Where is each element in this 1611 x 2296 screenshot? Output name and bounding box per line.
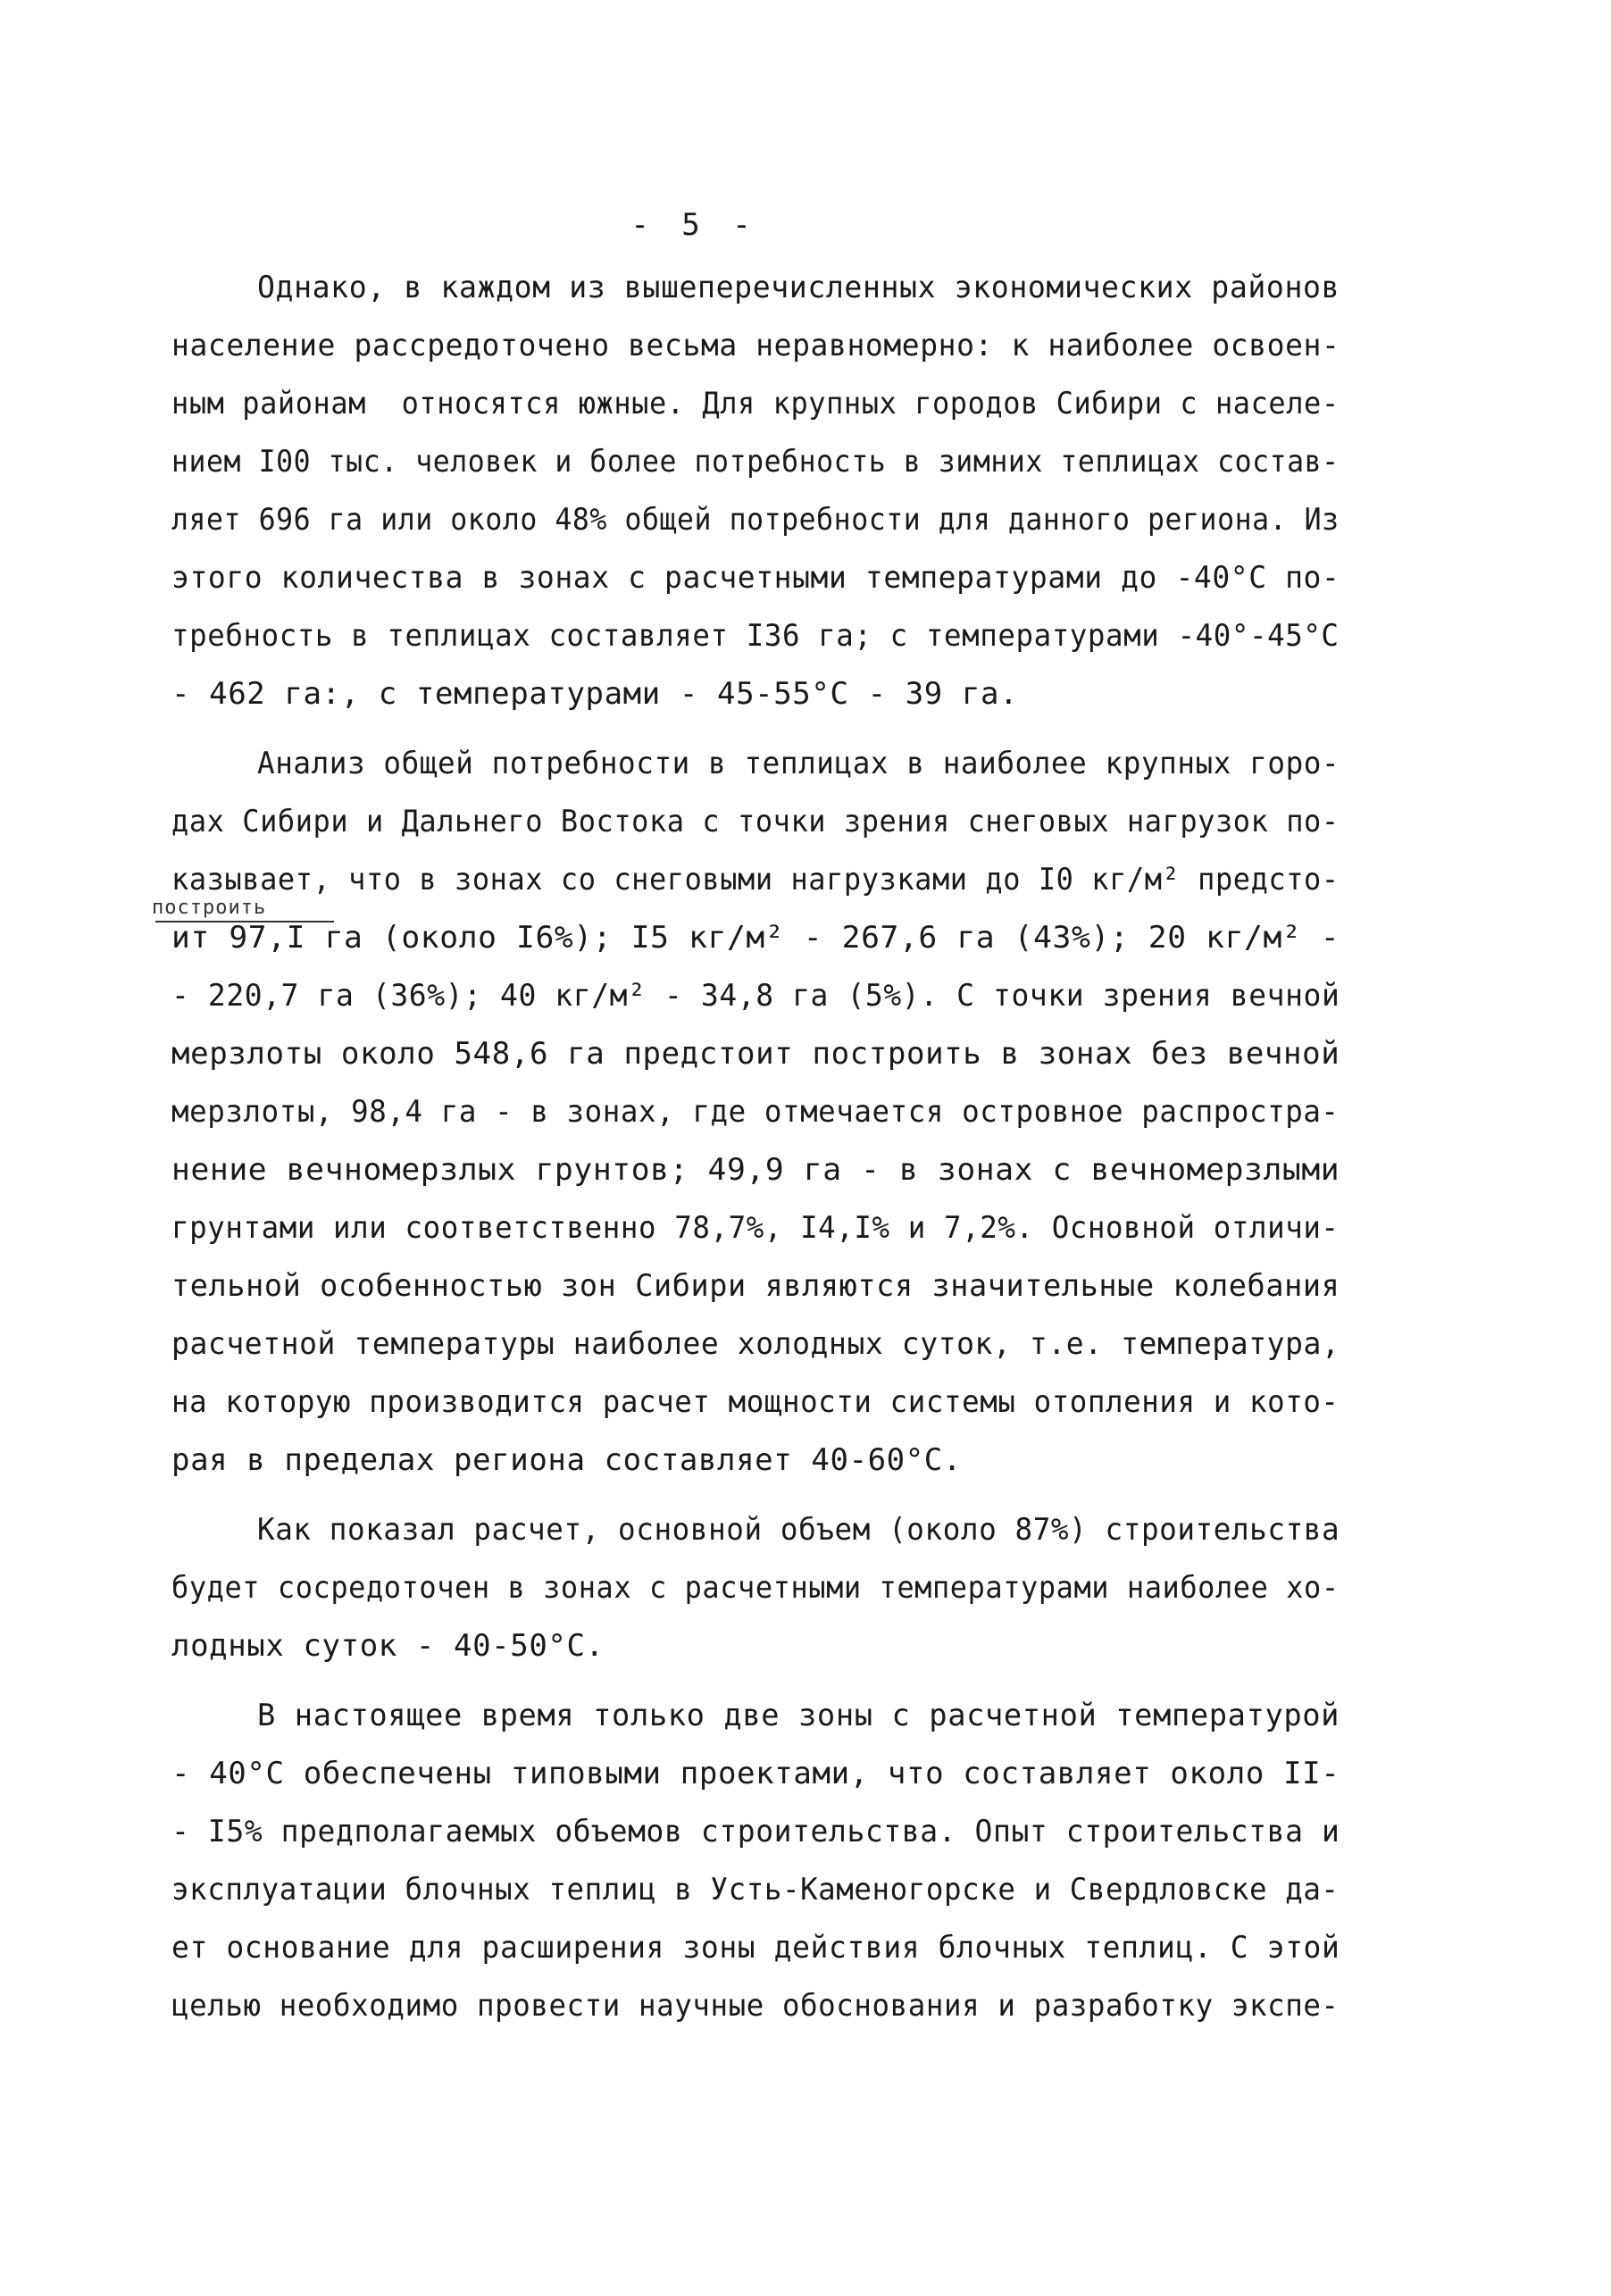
text-line: Анализ общей потребности в теплицах в наиболее крупных горо-: [257, 746, 1340, 781]
text-line: грунтами или соответственно 78,7%, I4,I% и 7,2%. Основной отличи-: [171, 1210, 1340, 1246]
text-line: мерзлоты, 98,4 га - в зонах, где отмечается островное распростра-: [171, 1094, 1340, 1130]
text-line: - 220,7 га (36%); 40 кг/м² - 34,8 га (5%). С точки зрения вечной: [171, 978, 1340, 1014]
text-line: расчетной температуры наиболее холодных суток, т.е. температура,: [171, 1326, 1340, 1362]
text-line: целью необходимо провести научные обоснования и разработку экспе-: [171, 1988, 1340, 2024]
text-line: рая в пределах региона составляет 40-60°С.: [171, 1442, 962, 1478]
text-line: Однако, в каждом из вышеперечисленных экономических районов: [257, 270, 1340, 305]
text-line: ет основание для расширения зоны действия блочных теплиц. С этой: [171, 1930, 1340, 1966]
text-line: на которую производится расчет мощности системы отопления и кото-: [171, 1384, 1340, 1420]
text-line: ляет 696 га или около 48% общей потребности для данного региона. Из: [171, 502, 1340, 538]
page-number: - 5 -: [630, 207, 758, 243]
text-line: нием I00 тыс. человек и более потребность в зимних теплицах состав-: [171, 444, 1340, 480]
text-line: будет сосредоточен в зонах с расчетными температурами наиболее хо-: [171, 1570, 1340, 1606]
handwritten-note: построить: [152, 897, 267, 919]
text-line: ит 97,I га (около I6%); I5 кг/м² - 267,6 га (43%); 20 кг/м² -: [171, 920, 1340, 956]
text-line: этого количества в зонах с расчетными температурами до -40°С по-: [171, 560, 1340, 596]
text-line: тельной особенностью зон Сибири являются значительные колебания: [171, 1268, 1340, 1304]
text-line: казывает, что в зонах со снеговыми нагрузками до I0 кг/м² предсто-: [171, 862, 1340, 898]
text-line: В настоящее время только две зоны с расчетной температурой: [257, 1698, 1340, 1733]
text-line: дах Сибири и Дальнего Востока с точки зрения снеговых нагрузок по-: [171, 804, 1340, 839]
text-line: лодных суток - 40-50°С.: [171, 1628, 605, 1664]
text-line: ным районам относятся южные. Для крупных городов Сибири с населе-: [171, 386, 1340, 422]
text-line: - I5% предполагаемых объемов строительства. Опыт строительства и: [171, 1814, 1340, 1849]
text-line: эксплуатации блочных теплиц в Усть-Каменогорске и Свердловске да-: [171, 1872, 1340, 1908]
text-line: требность в теплицах составляет I36 га; с температурами -40°-45°С: [171, 618, 1340, 654]
text-line: мерзлоты около 548,6 га предстоит построить в зонах без вечной: [171, 1036, 1340, 1072]
text-line: - 462 га:, с температурами - 45-55°С - 39 га.: [171, 676, 1019, 712]
text-line: нение вечномерзлых грунтов; 49,9 га - в зонах с вечномерзлыми: [171, 1152, 1340, 1188]
text-line: - 40°С обеспечены типовыми проектами, что составляет около II-: [171, 1756, 1340, 1791]
text-line: население рассредоточено весьма неравномерно: к наиболее освоен-: [171, 328, 1340, 363]
text-line: Как показал расчет, основной объем (около 87%) строительства: [257, 1512, 1340, 1548]
